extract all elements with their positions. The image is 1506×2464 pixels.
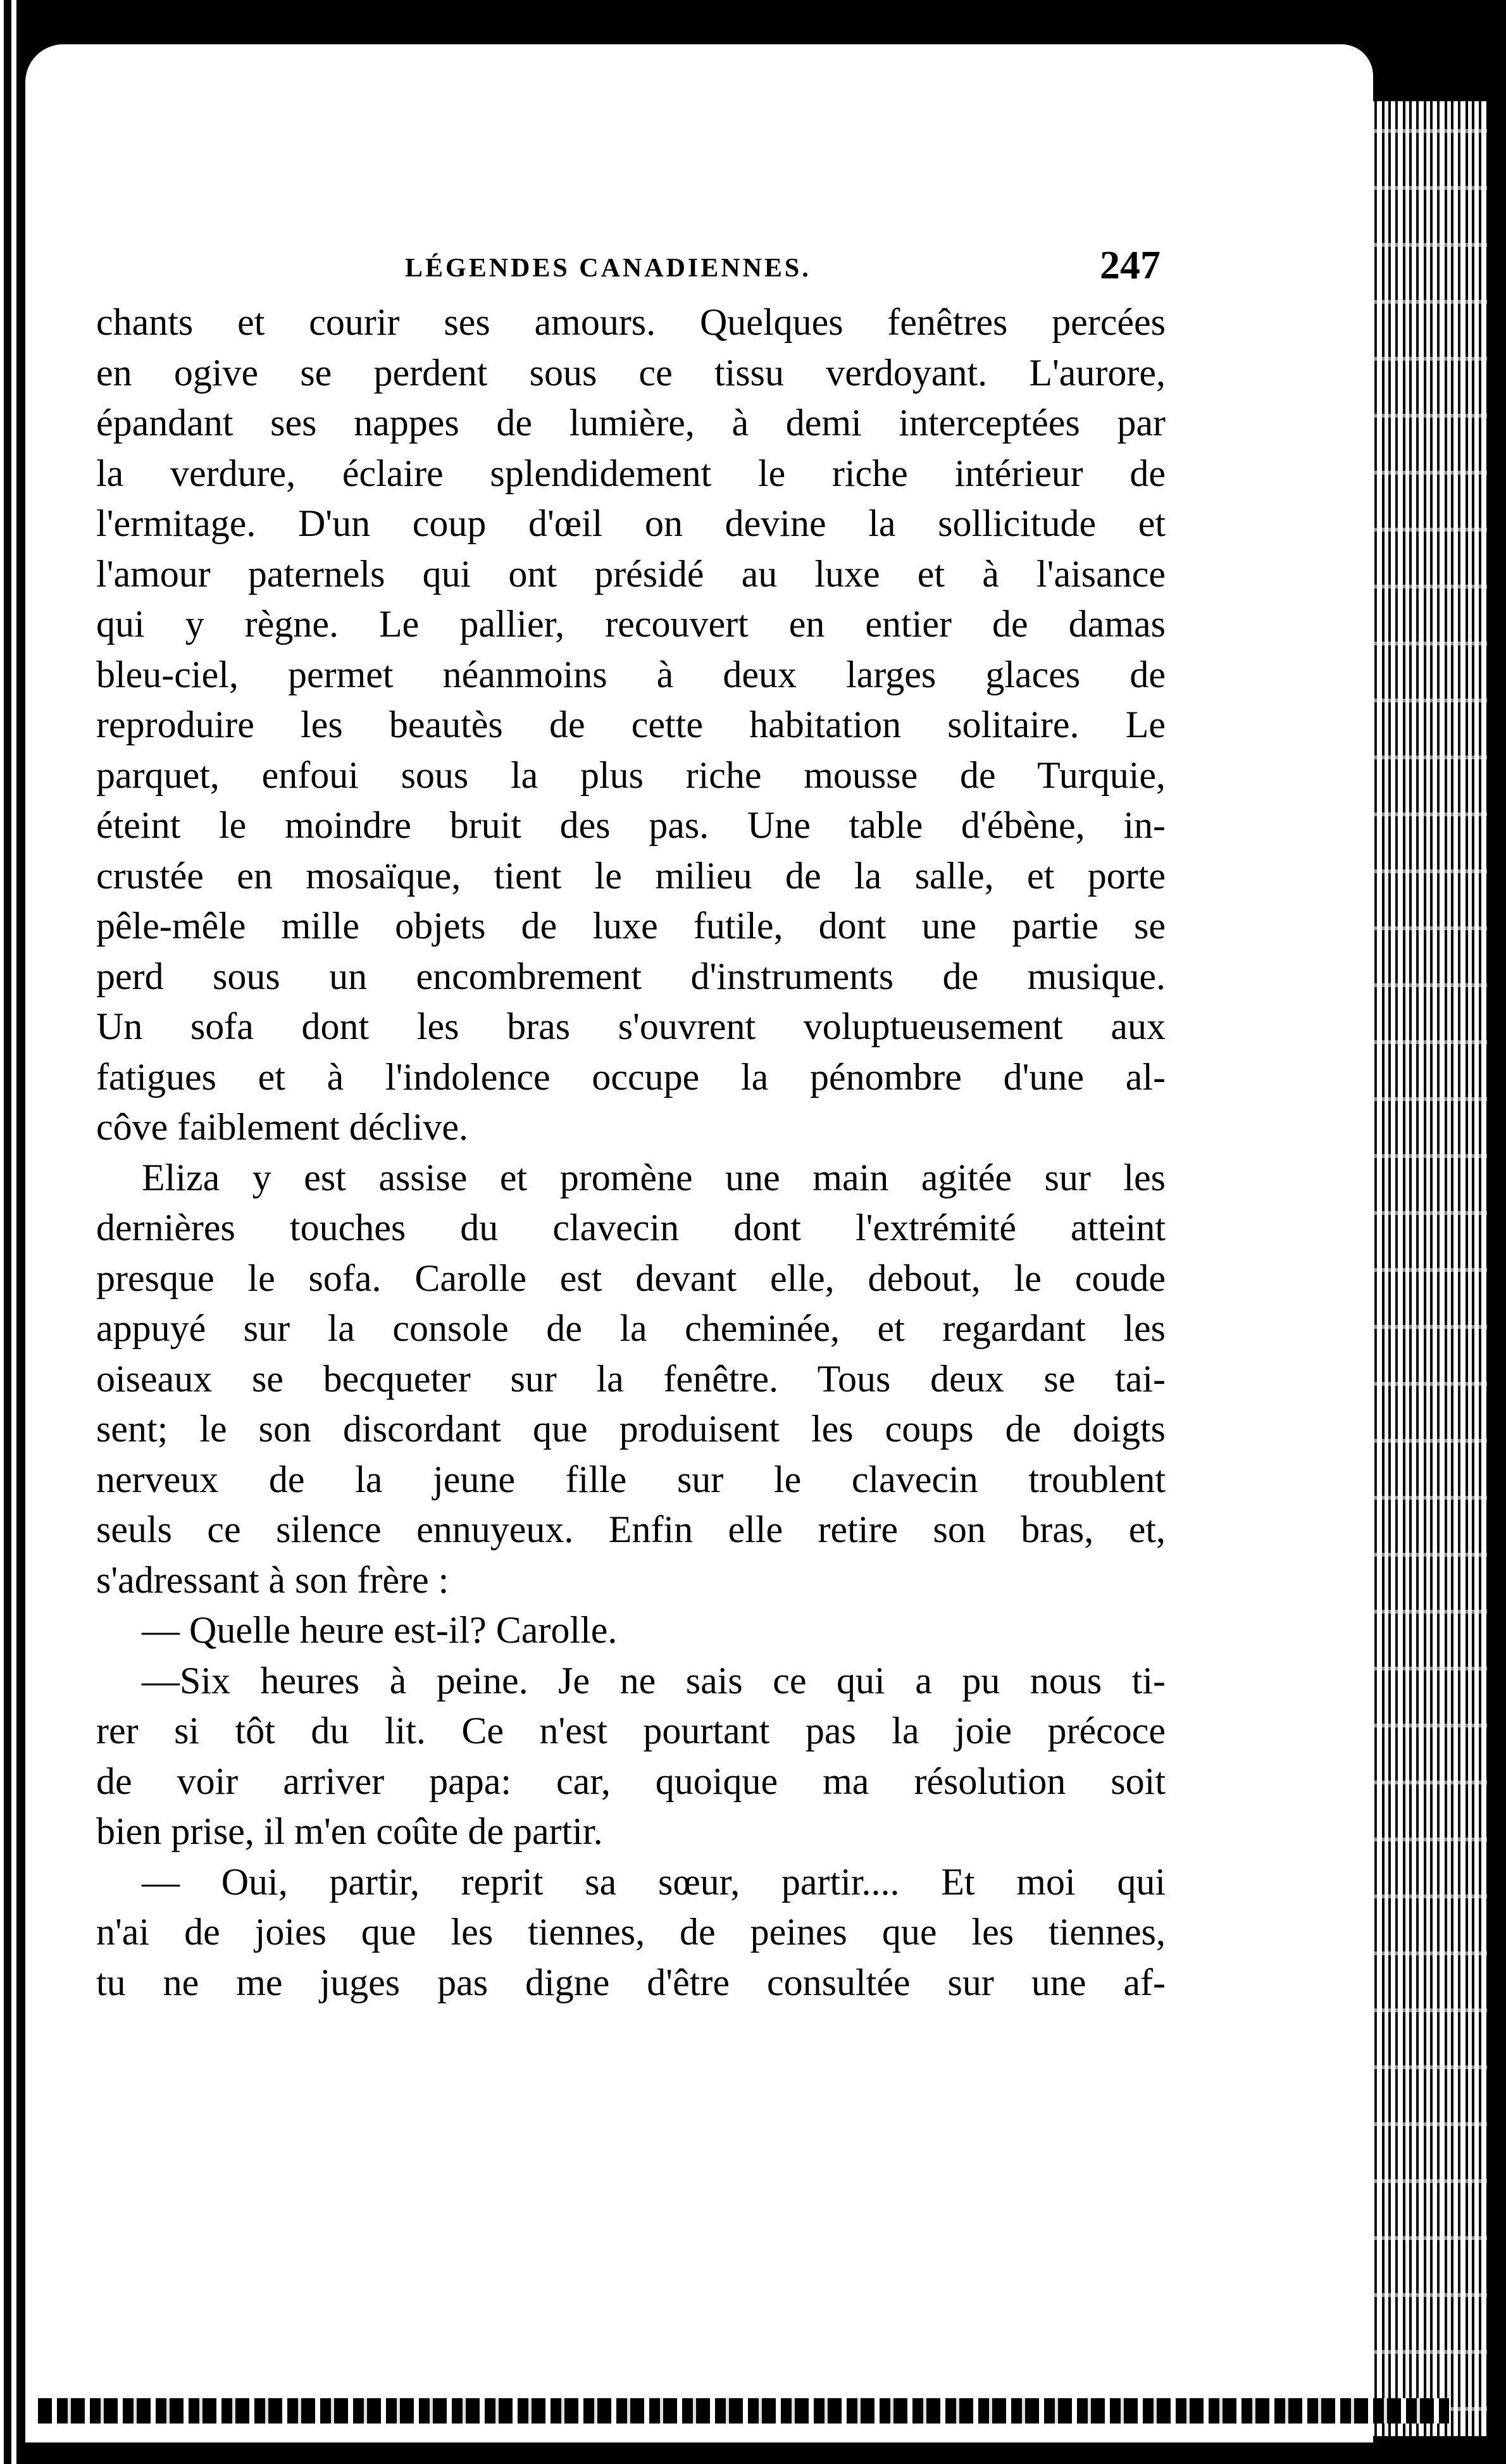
right-page-stack-texture	[1370, 101, 1487, 2436]
text-line: —Six heures à peine. Je ne sais ce qui a pu nous ti-	[142, 1659, 1166, 1702]
text-line: éteint le moindre bruit des pas. Une table d'ébène, in-	[96, 804, 1166, 846]
text-line: fatigues et à l'indolence occupe la pénombre d'une al-	[96, 1055, 1166, 1098]
text-line: appuyé sur la console de la cheminée, et regardant les	[96, 1307, 1166, 1349]
text-line: presque le sofa. Carolle est devant elle, debout, le coude	[96, 1257, 1166, 1299]
text-line: s'adressant à son frère :	[96, 1559, 449, 1601]
text-line: perd sous un encombrement d'instruments de musique.	[96, 955, 1166, 997]
text-line: n'ai de joies que les tiennes, de peines que les tiennes,	[96, 1911, 1166, 1953]
text-line: chants et courir ses amours. Quelques fenêtres percées	[96, 301, 1166, 343]
text-line: en ogive se perdent sous ce tissu verdoyant. L'aurore,	[96, 351, 1166, 394]
text-line: reproduire les beautès de cette habitation solitaire. Le	[96, 704, 1166, 745]
text-line: l'amour paternels qui ont présidé au luxe et à l'aisance	[96, 552, 1166, 595]
text-line: oiseaux se becqueter sur la fenêtre. Tous deux se tai-	[96, 1357, 1166, 1400]
bottom-page-edge	[38, 2398, 1449, 2424]
text-line: — Quelle heure est-il? Carolle.	[142, 1609, 618, 1651]
text-line: tu ne me juges pas digne d'être consultée sur une af-	[96, 1961, 1166, 2003]
text-line: — Oui, partir, reprit sa sœur, partir.... Et moi qui	[142, 1860, 1166, 1903]
text-line: pêle-mêle mille objets de luxe futile, dont une partie se	[96, 905, 1166, 947]
text-line: côve faiblement déclive.	[96, 1106, 469, 1148]
text-line: sent; le son discordant que produisent les coups de doigts	[96, 1408, 1166, 1450]
page-number: 247	[1100, 242, 1161, 287]
text-line: l'ermitage. D'un coup d'œil on devine la sollicitude et	[96, 502, 1166, 544]
text-line: nerveux de la jeune fille sur le clavecin troublent	[96, 1458, 1166, 1500]
text-line: parquet, enfoui sous la plus riche mousse de Turquie,	[96, 754, 1166, 796]
text-line: crustée en mosaïque, tient le milieu de la salle, et porte	[96, 854, 1166, 897]
text-line: Un sofa dont les bras s'ouvrent voluptueusement aux	[96, 1005, 1166, 1047]
text-line: de voir arriver papa: car, quoique ma résolution soit	[96, 1760, 1166, 1802]
text-line: la verdure, éclaire splendidement le riche intérieur de	[96, 452, 1166, 494]
text-line: rer si tôt du lit. Ce n'est pourtant pas la joie précoce	[96, 1710, 1166, 1752]
text-line: bien prise, il m'en coûte de partir.	[96, 1810, 603, 1852]
text-line: bleu-ciel, permet néanmoins à deux larges glaces de	[96, 653, 1166, 695]
text-line: dernières touches du clavecin dont l'extrémité atteint	[96, 1207, 1166, 1248]
body-text	[96, 297, 1166, 2008]
text-line: seuls ce silence ennuyeux. Enfin elle retire son bras, et,	[96, 1509, 1166, 1550]
text-line: épandant ses nappes de lumière, à demi interceptées par	[96, 402, 1166, 444]
running-header-title: LÉGENDES CANADIENNES.	[405, 254, 811, 283]
text-line: Eliza y est assise et promène une main agitée sur les	[142, 1156, 1166, 1198]
text-line: qui y règne. Le pallier, recouvert en entier de damas	[96, 603, 1166, 645]
